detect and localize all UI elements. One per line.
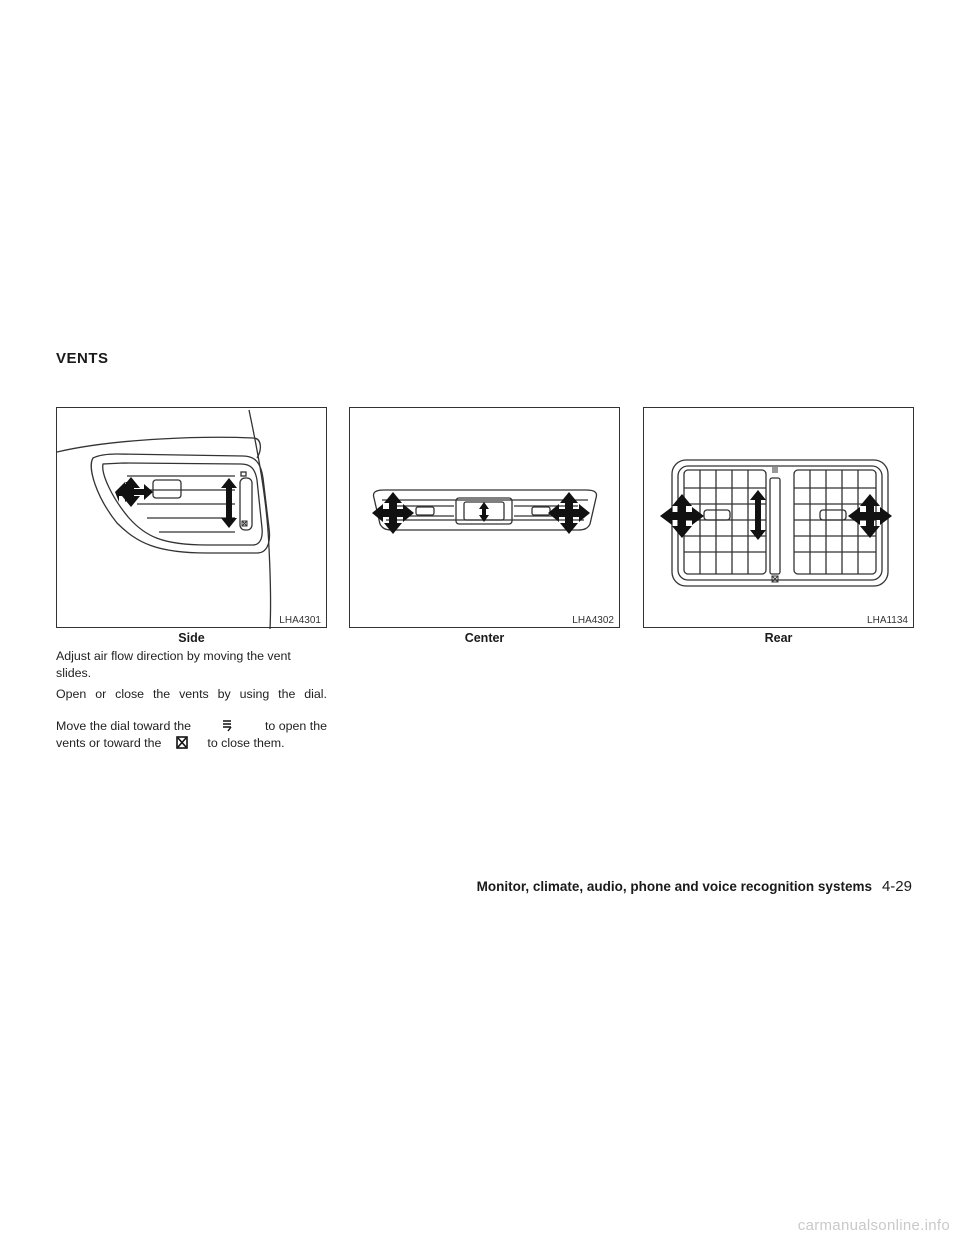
dial-close-text-a: vents or toward the: [56, 735, 162, 750]
figure-caption-side: Side: [178, 631, 205, 645]
figure-code: LHA4302: [572, 615, 614, 626]
page-footer: [477, 878, 912, 895]
figure-code: LHA4301: [279, 615, 321, 626]
paragraph-dial-direction: [56, 718, 327, 751]
rear-vent-illustration: [644, 408, 915, 629]
vent-close-icon: [171, 736, 193, 750]
paragraph-dial: Open or close the vents by using the dial.: [56, 687, 327, 701]
figure-caption-rear: Rear: [764, 631, 793, 645]
figure-caption-center: Center: [464, 631, 505, 645]
side-vent-illustration: [57, 408, 328, 629]
footer-chapter-title: Monitor, climate, audio, phone and voice recognition systems: [476, 879, 872, 894]
figure-code: LHA1134: [867, 615, 908, 626]
section-title: VENTS: [56, 350, 109, 367]
figure-center-vent: [349, 407, 620, 628]
dial-close-line: [56, 735, 327, 752]
vent-open-icon: [216, 719, 238, 733]
dial-open-text-a: Move the dial toward the: [56, 719, 191, 733]
page-number: 4-29: [881, 878, 912, 895]
figure-side-vent: [56, 407, 327, 628]
dial-open-line: [56, 718, 327, 735]
watermark: carmanualsonline.info: [797, 1217, 950, 1234]
dial-open-text-b: to open the: [264, 719, 327, 733]
paragraph-airflow: Adjust air flow direction by moving the vent slides.: [56, 649, 291, 680]
figure-rear-vent: [643, 407, 914, 628]
center-vent-illustration: [350, 408, 621, 629]
dial-close-text-b: to close them.: [207, 735, 285, 750]
